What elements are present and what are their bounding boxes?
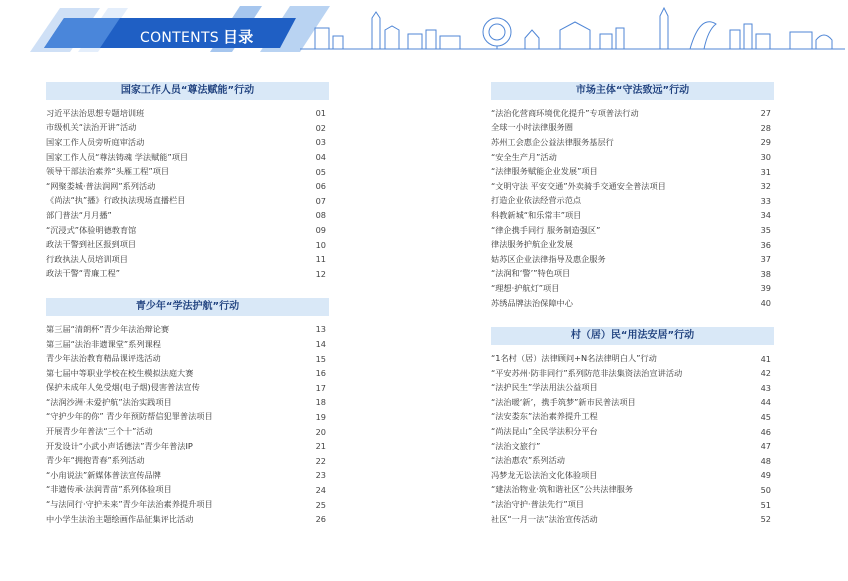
toc-item[interactable]: [46, 179, 329, 194]
toc-item[interactable]: [491, 237, 774, 252]
toc-item-page: 27: [760, 108, 771, 119]
toc-item[interactable]: [46, 135, 329, 150]
toc-item-title: 第三届“清朗杯”青少年法治辩论赛: [46, 323, 170, 334]
section-state-staff: [46, 82, 329, 281]
toc-item[interactable]: [46, 252, 329, 267]
toc-item[interactable]: [491, 267, 774, 282]
banner-title-zh: 目录: [222, 28, 254, 46]
toc-item[interactable]: [491, 106, 774, 121]
toc-item[interactable]: [46, 351, 329, 366]
toc-item[interactable]: [46, 497, 329, 512]
toc-item-page: 33: [760, 195, 771, 206]
toc-item[interactable]: [46, 468, 329, 483]
toc-item-title: 中小学生法治主题绘画作品征集评比活动: [46, 513, 194, 524]
toc-item-page: 28: [760, 122, 771, 133]
toc-list: [491, 345, 774, 526]
toc-item-title: 开发设计“小武小声话德法”青少年普法IP: [46, 440, 193, 451]
toc-item-page: 36: [760, 239, 771, 250]
toc-item-page: 46: [760, 426, 771, 437]
toc-item-page: 16: [315, 368, 326, 379]
toc-item-title: “法治惠农”系列活动: [491, 455, 565, 466]
toc-item-page: 40: [760, 298, 771, 309]
toc-item-title: “与法同行·守护未来”青少年法治素养提升项目: [46, 499, 213, 510]
section-residents: [491, 327, 774, 526]
toc-item[interactable]: [491, 179, 774, 194]
toc-item-page: 30: [760, 152, 771, 163]
section-heading: 国家工作人员“尊法赋能”行动: [46, 82, 329, 100]
toc-item[interactable]: [46, 453, 329, 468]
toc-item-title: “法治守护·普法先行”项目: [491, 499, 584, 510]
toc-item[interactable]: [491, 351, 774, 366]
toc-item-page: 09: [315, 225, 326, 236]
toc-item-page: 45: [760, 411, 771, 422]
toc-item[interactable]: [491, 135, 774, 150]
toc-item[interactable]: [46, 512, 329, 527]
toc-item-title: 社区“一月一法”法治宣传活动: [491, 513, 598, 524]
toc-item[interactable]: [491, 366, 774, 381]
banner-title-en: CONTENTS: [140, 30, 219, 46]
toc-item[interactable]: [491, 252, 774, 267]
section-market-entities: [491, 82, 774, 310]
toc-item-title: 打造企业依法经营示范点: [491, 195, 582, 206]
toc-item[interactable]: [491, 381, 774, 396]
toc-item-page: 39: [760, 283, 771, 294]
toc-item-title: “平安苏州·防非同行”系列防范非法集资法治宣讲活动: [491, 367, 683, 378]
toc-item-page: 13: [315, 324, 326, 335]
toc-item-page: 11: [315, 254, 326, 265]
toc-item[interactable]: [46, 483, 329, 498]
toc-item-title: 国家工作人员“尊法铸魂 学法赋能”项目: [46, 151, 189, 162]
toc-item-title: “小甪说法”新媒体普法宣传品牌: [46, 469, 161, 480]
toc-item-page: 44: [760, 397, 771, 408]
toc-item-title: “法安娄东”法治素养提升工程: [491, 411, 598, 422]
toc-item-page: 18: [315, 397, 326, 408]
section-youth: [46, 298, 329, 526]
toc-item-page: 08: [315, 210, 326, 221]
toc-item-page: 47: [760, 441, 771, 452]
toc-item-title: “守护少年的你” 青少年预防帮信犯罪普法项目: [46, 411, 213, 422]
toc-item[interactable]: [46, 337, 329, 352]
toc-item-title: “法润和‘警’”特色项目: [491, 268, 571, 279]
toc-item-title: “1名村（居）法律顾问+N名法律明白人”行动: [491, 353, 657, 364]
toc-item-title: 第三届“法治非遗课堂”系列课程: [46, 338, 161, 349]
toc-item[interactable]: [491, 439, 774, 454]
toc-item[interactable]: [491, 296, 774, 311]
banner-graphic: [0, 0, 848, 60]
toc-item-title: “法护民生”学法用法公益项目: [491, 382, 598, 393]
toc-item-title: 政法干警到社区报到项目: [46, 239, 137, 250]
toc-item-title: 《尚法“执”播》行政执法现场直播栏目: [46, 195, 186, 206]
toc-item[interactable]: [491, 512, 774, 527]
toc-item-page: 51: [760, 499, 771, 510]
toc-item-page: 34: [760, 210, 771, 221]
toc-item-title: 律法服务护航企业发展: [491, 239, 573, 250]
toc-item-page: 17: [315, 382, 326, 393]
toc-item-title: 开展青少年普法“三个十”活动: [46, 426, 153, 437]
toc-item[interactable]: [46, 121, 329, 136]
toc-item-page: 38: [760, 268, 771, 279]
toc-item-title: 全球一小时法律服务圈: [491, 122, 573, 133]
toc-item-page: 31: [760, 166, 771, 177]
toc-item[interactable]: [491, 410, 774, 425]
toc-item[interactable]: [491, 497, 774, 512]
toc-item-title: 行政执法人员培训项目: [46, 253, 128, 264]
toc-item-title: “网聚娄城·普法润网”系列活动: [46, 180, 156, 191]
toc-item-page: 20: [315, 426, 326, 437]
toc-item[interactable]: [491, 164, 774, 179]
toc-item[interactable]: [46, 194, 329, 209]
toc-item-title: “文明守法 平安交通”外卖骑手交通安全普法项目: [491, 180, 666, 191]
toc-item-page: 43: [760, 382, 771, 393]
toc-item-title: 青少年“拥抱青春”系列活动: [46, 455, 145, 466]
toc-item-title: 保护未成年人免受烟(电子烟)侵害普法宣传: [46, 382, 200, 393]
contents-banner: [0, 0, 848, 60]
toc-item-title: 青少年法治教育精品课评选活动: [46, 353, 161, 364]
toc-item[interactable]: [491, 194, 774, 209]
toc-item-title: “法治文旅行”: [491, 440, 541, 451]
toc-item-page: 15: [315, 353, 326, 364]
toc-item-title: 部门普法“月月播”: [46, 209, 112, 220]
toc-item-page: 06: [315, 181, 326, 192]
toc-list: [46, 100, 329, 281]
toc-item-title: 习近平法治思想专题培训班: [46, 107, 145, 118]
toc-item-title: “律企携手同行 服务制造强区”: [491, 224, 601, 235]
toc-item-title: 国家工作人员旁听庭审活动: [46, 136, 145, 147]
toc-item-page: 03: [315, 137, 326, 148]
section-heading: 市场主体“守法致远”行动: [491, 82, 774, 100]
toc-item[interactable]: [46, 424, 329, 439]
toc-item-page: 23: [315, 470, 326, 481]
toc-item-title: “建法治物业·筑和谐社区”公共法律服务: [491, 484, 634, 495]
toc-item[interactable]: [491, 208, 774, 223]
toc-item-title: “尚法昆山”全民学法积分平台: [491, 426, 598, 437]
toc-item-page: 02: [315, 122, 326, 133]
toc-item-page: 29: [760, 137, 771, 148]
toc-item-page: 10: [315, 239, 326, 250]
toc-item-page: 05: [315, 166, 326, 177]
toc-item-title: 第七届中等职业学校在校生模拟法庭大赛: [46, 367, 194, 378]
toc-item[interactable]: [46, 395, 329, 410]
contents-right-column: [491, 82, 774, 526]
toc-item-page: 32: [760, 181, 771, 192]
toc-item[interactable]: [491, 395, 774, 410]
toc-item-title: 科教新城“和乐常丰”项目: [491, 209, 582, 220]
toc-item[interactable]: [46, 410, 329, 425]
toc-item[interactable]: [491, 468, 774, 483]
toc-item-title: 市级机关“法治开讲”活动: [46, 122, 137, 133]
toc-item-title: “法治暖‘新’，携手筑梦”新市民普法项目: [491, 396, 636, 407]
toc-item[interactable]: [491, 223, 774, 238]
toc-item[interactable]: [491, 424, 774, 439]
toc-item-page: 12: [315, 268, 326, 279]
toc-item-page: 04: [315, 152, 326, 163]
toc-item-page: 01: [315, 108, 326, 119]
toc-item[interactable]: [46, 366, 329, 381]
toc-item[interactable]: [46, 223, 329, 238]
toc-item-title: “法律服务赋能企业发展”项目: [491, 166, 598, 177]
toc-item[interactable]: [491, 150, 774, 165]
toc-item-page: 25: [315, 499, 326, 510]
toc-item-page: 42: [760, 368, 771, 379]
toc-list: [491, 100, 774, 310]
toc-item-title: “法治化营商环境优化提升”专项普法行动: [491, 107, 639, 118]
toc-item-page: 41: [760, 353, 771, 364]
toc-item-page: 22: [315, 455, 326, 466]
section-heading: 村（居）民“用法安居”行动: [491, 327, 774, 345]
toc-item-page: 21: [315, 441, 326, 452]
toc-item-title: “沉浸式”体验明德教育馆: [46, 224, 137, 235]
toc-item-page: 14: [315, 339, 326, 350]
toc-item-page: 50: [760, 484, 771, 495]
toc-item-title: 姑苏区企业法律指导及惠企服务: [491, 253, 606, 264]
toc-item[interactable]: [46, 322, 329, 337]
toc-item-page: 37: [760, 254, 771, 265]
toc-item[interactable]: [491, 483, 774, 498]
toc-item-title: 冯梦龙无讼法治文化体验项目: [491, 469, 598, 480]
toc-item[interactable]: [46, 267, 329, 282]
toc-item-title: 领导干部法治素养“头雁工程”项目: [46, 166, 170, 177]
toc-item-title: 苏绣品牌法治保障中心: [491, 297, 573, 308]
toc-item-title: 苏州工会惠企公益法律服务基层行: [491, 136, 614, 147]
section-heading: 青少年“学法护航”行动: [46, 298, 329, 316]
toc-item-page: 26: [315, 514, 326, 525]
toc-item[interactable]: [46, 106, 329, 121]
toc-item-title: “非遗传承·法润青苗”系列体验项目: [46, 484, 172, 495]
toc-item-page: 48: [760, 455, 771, 466]
toc-item[interactable]: [46, 381, 329, 396]
toc-item-page: 19: [315, 411, 326, 422]
toc-item-title: “法润沙洲·未爱护航”法治实践项目: [46, 396, 172, 407]
toc-item[interactable]: [491, 121, 774, 136]
toc-item[interactable]: [46, 150, 329, 165]
toc-item-page: 35: [760, 225, 771, 236]
banner-title: [140, 26, 254, 48]
toc-item-title: “理想·护航灯”项目: [491, 282, 560, 293]
toc-item[interactable]: [491, 281, 774, 296]
toc-item[interactable]: [46, 164, 329, 179]
toc-item-page: 24: [315, 484, 326, 495]
toc-item[interactable]: [46, 237, 329, 252]
toc-list: [46, 316, 329, 526]
toc-item-title: 政法干警“青廉工程”: [46, 268, 120, 279]
toc-item[interactable]: [491, 453, 774, 468]
toc-item[interactable]: [46, 439, 329, 454]
toc-item[interactable]: [46, 208, 329, 223]
toc-item-page: 49: [760, 470, 771, 481]
toc-item-title: “安全生产月”活动: [491, 151, 557, 162]
contents-left-column: [46, 82, 329, 526]
toc-item-page: 07: [315, 195, 326, 206]
toc-item-page: 52: [760, 514, 771, 525]
